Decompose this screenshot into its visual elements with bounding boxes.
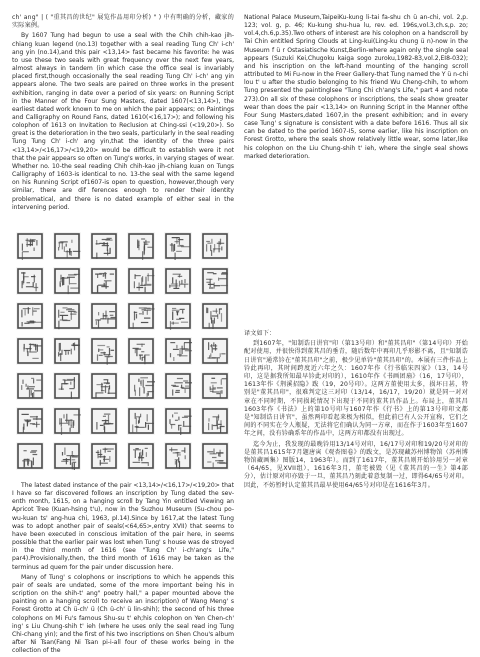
left-paragraph-4: Many of Tung' s colophons or inscriptions to which he appends this pair of seals are undated, some of the more important being his in scription on the shih-t' ang" poetry hall," a paper mounted above the painting on a hanging scroll to receive an inscription) of Wang Meng' s Forest Grotto at Ch ü-ch' ü (Ch ü-ch' ü lin-shih); the second of his three colophons on Mi Fu's famous Shu-su t' eh;his colophon on Yen Chen-ch' ing' s Liu Chung-shih t' ieh (where he uses only the seal read ing Tung Chi-chang yin); and the first of his two inscriptions on Shen Chou's album after Ni Tsan(Fang Ni Tsan pi-i-all four of these works being in the collection of the: [12, 573, 234, 655]
seal-stamp-icon: [16, 232, 44, 260]
right-paragraph-1: National Palace Museum,TaipeiKu-kung li-tai fa-shu ch ü an-chi, vol. 2,p. 123; vol. g, p. 46; Ku-kung shu-hua lu, rev. ed. 196s,vol.3,ch.s,p. zo; vol.4,ch.6,p.35).Two others of interest are his colophon on a handscroll by Tai Chin entitled Spring Clouds at Ling-kui(Ling-ku chung ü n)-now in the Museum f ü r Ostasiatische Kunst,Berlin-where again only the single seal appears (Suzuki Kei,Chugoku kaiga sogo zuroku,1982-83,vol.2,EI8-032); and his inscription on the left-hand mounting of the hanging scroll attributed to Mi Fu-now in the Freer Gallery-that Tung named the Y ü n-chi lou t' u after the studio belonging to his friend Wu Cheng-chih, to whom Tung presented the paintinglsee "Tung Chi ch'ang's Life," part 4 and note 273).On all six of these colophons or inscriptions, the seals show greater wear than does the pair <13,14> on Running Script in the Manner ofthe Four Sung Masters,dated 1607,in the present exhibition; and in every case Tung' s signature is consistent with a date before 1616. Thus all six can be dated to the period 1607-I5, some earlier, like his inscription on Forest Grotto, where the seals show relatively little wear, some later,like his colophon on the Liu Chung-shih t' ieh, where the single seal shows marked deterioration.: [244, 14, 468, 160]
seal-stamp-icon: [53, 337, 81, 365]
seal-stamp-icon: [16, 372, 44, 400]
left-paragraph-3: The latest dated instance of the pair <13,14>/<16,17>/<19,20> that I have so far discovered follows an inscription by Tung dated the sev- enth month, 1615, on a hanging scroll by Tang Yin entitled Viewing an Apricot Tree (Kuan-hsing t'u), now in the Suzhou Museum (Su-chou po-wu-kuan ts' ang-hua chi, 1963, pl.14).Since by 1617,at the latest Tung was to adopt another pair of seals(<64,65>,entry XVII) that seems to have been executed in conscious imitation of the pair here, in seems possible that the earlier pair was lost when Tung' s house was de stroyed in the third month of 1616 (see "Tung Ch' i-ch'ang's Life," par4).Provisionally,then, the third month of 1616 may be taken as the terminus ad quem for the pair under discussion here.: [12, 482, 234, 571]
seal-stamp-icon: [16, 407, 44, 435]
seal-stamp-icon: [53, 407, 81, 435]
seal-stamp-icon: [16, 442, 44, 470]
left-paragraph-2: By 1607 Tung had begun to use a seal with the Chih chih-kao jih-chiang kuan legend (no.13) together with a seal reading Tung Ch' i-ch' ang yin (no.14),and this pair <13,14> fast became his favorite: he was to use these two seals with great frequency over the next few years, almost always in tandem (in which case the office seal is invariably placed first,though occasionally the seal reading Tung Ch' i-ch' ang yin appears alone. The two seals are paired on three works in the present exhibition, ranging in date over a period of six years: on Running Script in the Manner of the Four Sung Masters, dated 1607(<13,14>), the earliest dated work known to me on which the pair appears; on Paintings and Calligraphy on Round Fans, dated 1610(<16,17>); and following his colophon of 1613 on Invitation to Reclusion at Ching-ssi (<19,20>). So great is the deterioration in the two seals, particularly in the seal reading Tung Tung Ch' i-ch' ang yin,that the identity of the three pairs <13,14>/<16,17>/<19,20> would be difficult to establish were it not that the pair appears so often on Tung's works, in varying stages of wear. Whether no. 10-the seal reading Chih chih-kao jih-chiang kuan on Tungs Calligraphy of 1603-is identical to no. 13-the seal with the same legend on his Running Script of1607-is open to question, however,though very similar, there are dif ferences enough to render their identity problematical, and there is no dated example of either seal in the intervening period.: [12, 32, 234, 211]
seal-stamp-icon: [164, 442, 192, 470]
seal-stamp-icon: [201, 407, 229, 435]
seal-stamp-icon: [201, 267, 229, 295]
seal-stamp-icon: [164, 302, 192, 330]
seal-stamp-icon: [90, 232, 118, 260]
seal-stamp-icon: [90, 337, 118, 365]
seal-stamp-icon: [127, 232, 155, 260]
seal-stamp-icon: [53, 372, 81, 400]
seal-stamp-icon: [90, 372, 118, 400]
translation-paragraph-2: 迄今为止，我发现的最晚钤用13/14号对印，16/17号对印和19/20号对印的是董其昌1615年7月题唐寅《观杏图卷》的跋文，是苏现藏苏州博物馆（苏州博物馆藏画集）图版14，1963年）。而到了1617年，董其昌则开始钤用另一对章（64/65，见XVII组），1616年3月，董宅被毁（见《董其昌的一生》第4部分），估计原对印亦毁于一旦，董其昌乃刻此着意复制一过，即得64/65号对印。因此，不妨暂时认定董其昌最早使用64/65号对印是在1616年3月。: [244, 440, 468, 489]
left-column-lower: [12, 482, 234, 657]
seal-stamp-icon: [127, 267, 155, 295]
seal-impressions-grid: [16, 232, 234, 482]
seal-stamp-icon: [127, 337, 155, 365]
seal-stamp-icon: [201, 372, 229, 400]
seal-stamp-icon: [127, 407, 155, 435]
translation-heading: 译文如下：: [244, 330, 276, 337]
seal-stamp-icon: [90, 442, 118, 470]
left-column: [12, 14, 234, 214]
seal-stamp-icon: [16, 267, 44, 295]
seal-stamp-icon: [53, 442, 81, 470]
seal-stamp-icon: [127, 442, 155, 470]
seal-stamp-icon: [90, 407, 118, 435]
seal-stamp-icon: [16, 337, 44, 365]
seal-stamp-icon: [53, 232, 81, 260]
seal-stamp-icon: [201, 232, 229, 260]
seal-stamp-icon: [164, 407, 192, 435]
seal-stamp-icon: [127, 372, 155, 400]
right-column: [244, 14, 468, 163]
seal-stamp-icon: [164, 337, 192, 365]
seal-stamp-icon: [201, 442, 229, 470]
seal-stamp-icon: [164, 267, 192, 295]
seal-stamp-icon: [164, 232, 192, 260]
left-paragraph-1: ch' ang" | ( "重其昌的世纪" 展览作品用印分析) " ) 中有明确的分析，藏家的实际案例。: [12, 14, 234, 30]
seal-stamp-icon: [201, 337, 229, 365]
seal-stamp-icon: [90, 267, 118, 295]
seal-stamp-icon: [53, 267, 81, 295]
seal-stamp-icon: [164, 372, 192, 400]
right-column-translation: [244, 330, 468, 492]
seal-stamp-icon: [53, 302, 81, 330]
seal-stamp-icon: [127, 302, 155, 330]
seal-stamp-icon: [90, 302, 118, 330]
translation-paragraph-1: 到1607年，"知制诰日讲官"印（第13号印）和"董其昌印"（第14号印）开始配对使用，并很快得到董其昌的垂青，随后数年中再印几乎形影不离，且"知制诰日讲官"通常钤在"董其昌印"之前，极少见单钤"董其昌印"的。本展有三件作品上钤此再印，其时间跨度近六年之久：1607年作《行书临宋四家》（13，14号印，这是据我所知最早钤此对印的），1610年作《书画团扇》（16，17号印），1613年作《荆溪招隐》跋（19，20号印）。这两方董使用太多，损坏日甚，特别是"董其昌印"，很难判定这三对印（13/14，16/17，19/20）就是同一对对章在不同时期，不同损耗情况下出现于不同的董其昌作品上。布局上，董其昌1603年作《书法》上的第10号印与1607年作《行书》上的第13号印印文都是"知制诰日讲官"，虽然两印看起来极为相似，但此前已有人公开宣称，它们之间的不同实在令人瓶疑，无法将它们确认为同一方章，而在作于1603年至1607年之间，没有钤确系年的作品中，这两方印都没有出现过。: [244, 340, 468, 438]
seal-stamp-icon: [16, 302, 44, 330]
seal-stamp-icon: [201, 302, 229, 330]
